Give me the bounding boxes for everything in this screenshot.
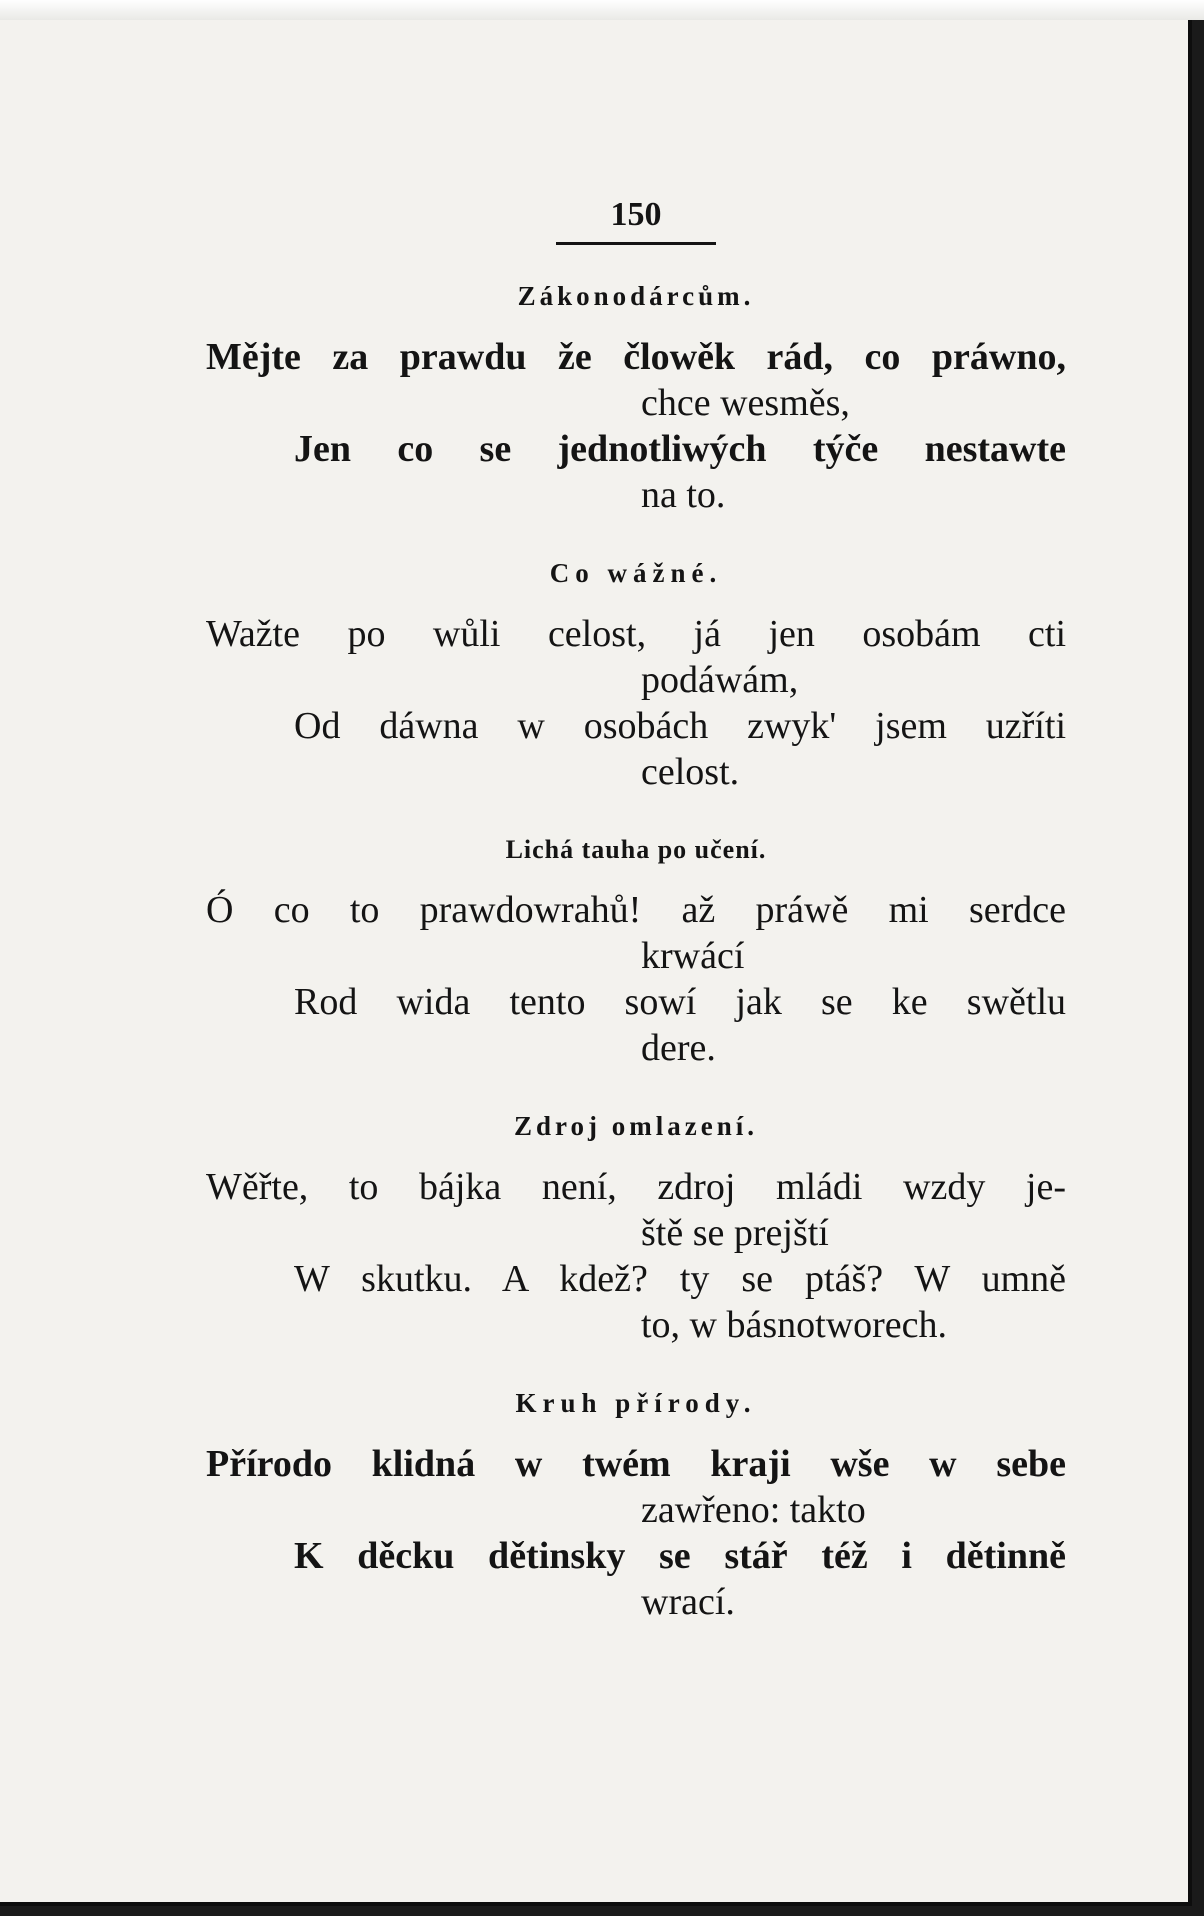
poem-stanza [206, 1441, 1066, 1625]
verse-line: Wažte po wůli celost, já jen osobám cti [206, 613, 1066, 655]
page-content [206, 196, 1066, 1665]
verse-continuation: dere. [641, 1027, 716, 1069]
verse-line: Rod wida tento sowí jak se ke swětlu [294, 981, 1066, 1023]
poem-title: Co wážné. [549, 558, 723, 588]
header-rule [556, 242, 716, 245]
poem-title: Zákonodárcům. [517, 281, 755, 311]
verse-line: Jen co se jednotliwých týče nestawte [294, 428, 1066, 470]
verse-line: Přírodo klidná w twém kraji wše w sebe [206, 1443, 1066, 1485]
scan-top-strip [0, 0, 1204, 20]
verse-line: Od dáwna w osobách zwyk' jsem uzříti [294, 705, 1066, 747]
poem-title: Lichá tauha po učení. [505, 835, 767, 864]
poem-title: Kruh přírody. [515, 1388, 757, 1418]
poem-stanza [206, 611, 1066, 795]
page-number: 150 [610, 196, 662, 233]
verse-continuation: wrací. [641, 1581, 735, 1623]
verse-line: K děcku dětinsky se stář též i dětinně [294, 1535, 1066, 1577]
verse-continuation: podáwám, [641, 659, 799, 701]
poem-stanza [206, 334, 1066, 518]
verse-line: Wěřte, to bájka není, zdroj mládi wzdy je- [206, 1166, 1066, 1208]
verse-continuation: ště se prejští [641, 1212, 829, 1254]
verse-continuation: chce wesměs, [641, 382, 850, 424]
verse-continuation: na to. [641, 474, 726, 516]
book-page [0, 20, 1192, 1906]
verse-continuation: krwácí [641, 935, 745, 977]
verse-continuation: zawřeno: takto [641, 1489, 866, 1531]
verse-line: W skutku. A kdež? ty se ptáš? W umně [294, 1258, 1066, 1300]
verse-continuation: celost. [641, 751, 740, 793]
poem-stanza [206, 887, 1066, 1071]
verse-line: Mějte za prawdu že člowěk rád, co práwno, [206, 336, 1066, 378]
verse-line: Ó co to prawdowrahů! až práwě mi serdce [206, 889, 1066, 931]
verse-continuation: to, w básnotworech. [641, 1304, 948, 1346]
poem-stanza [206, 1164, 1066, 1348]
poem-title: Zdroj omlazení. [514, 1111, 758, 1141]
